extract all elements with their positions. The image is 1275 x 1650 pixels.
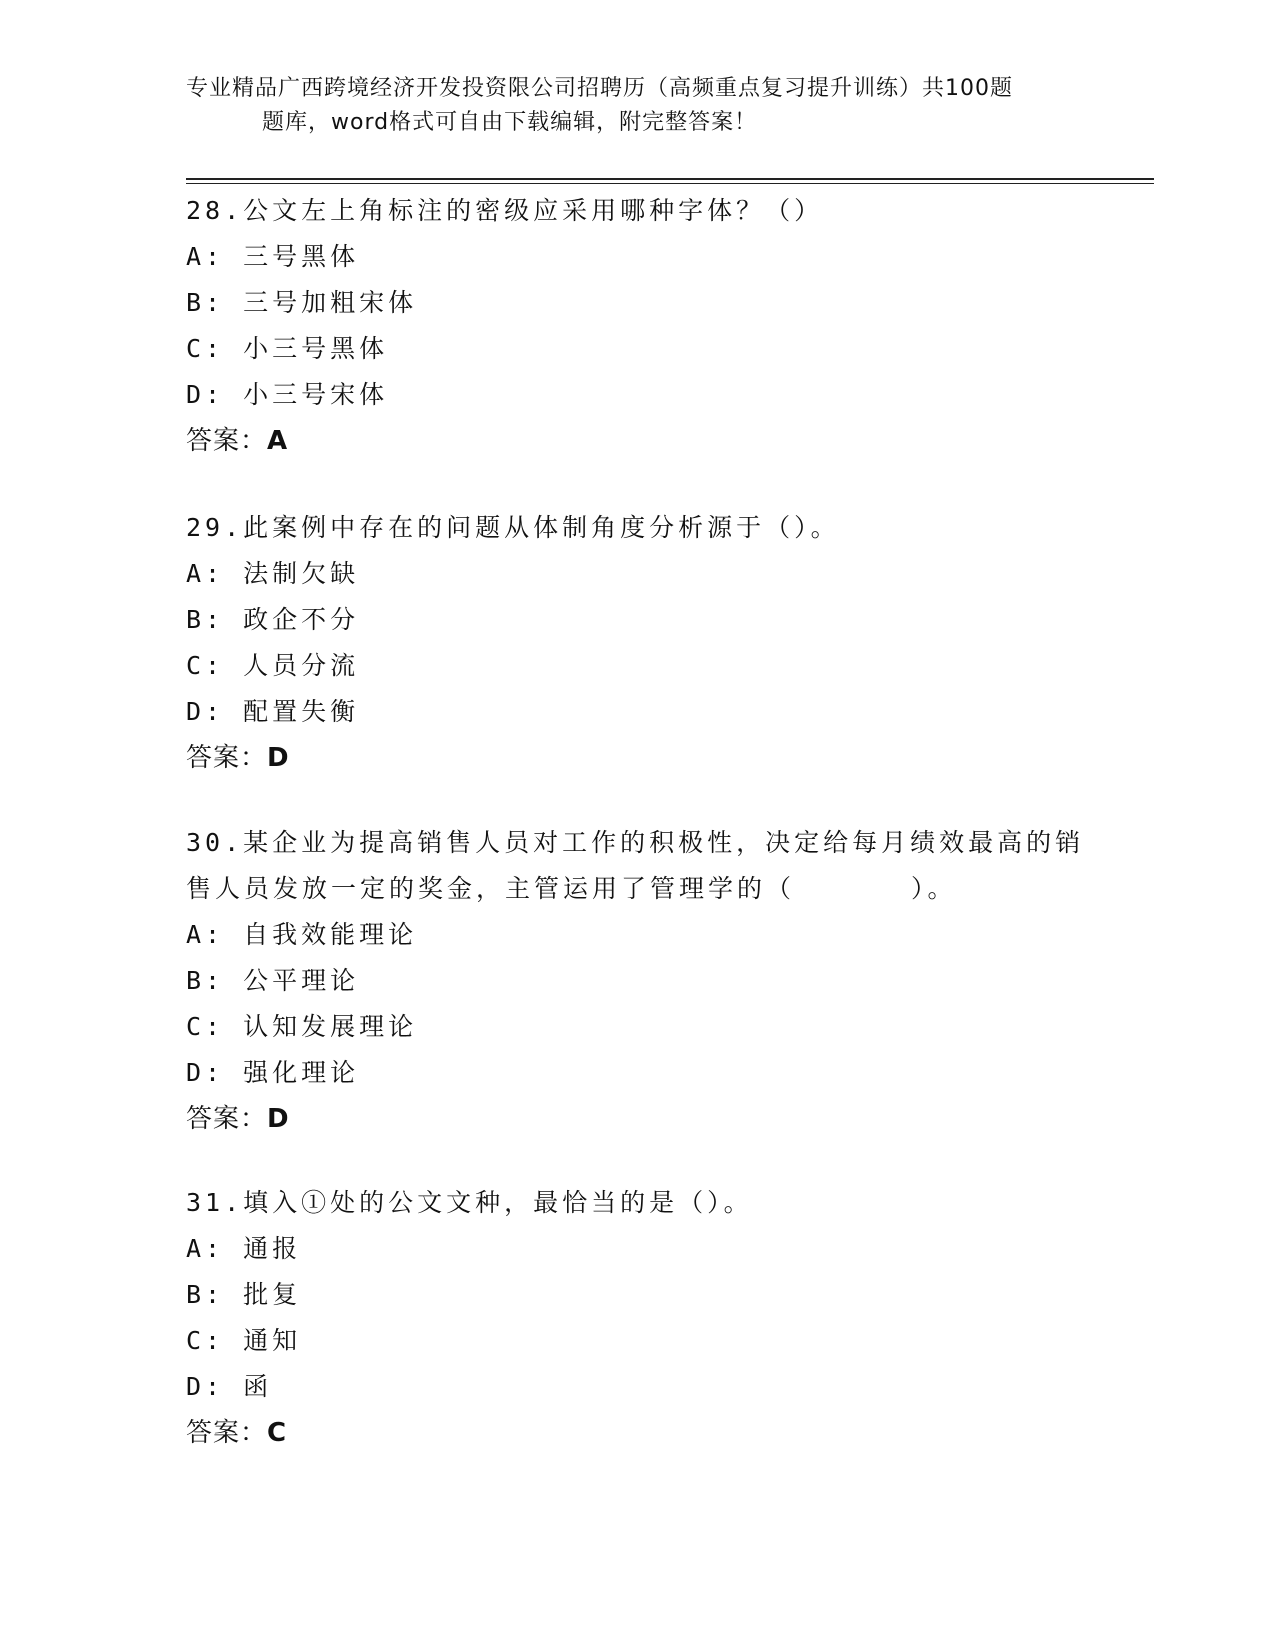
answer-line xyxy=(186,1096,1086,1142)
question-stem: 28.公文左上角标注的密级应采用哪种字体？（） xyxy=(186,196,824,225)
answer-line xyxy=(186,418,1086,464)
header-divider-thin xyxy=(186,183,1154,184)
question-stem: 31.填入①处的公文文种，最恰当的是（）。 xyxy=(186,1188,753,1217)
answer-value: D xyxy=(267,743,290,773)
option-d: D: 小三号宋体 xyxy=(186,380,389,409)
option-c: C: 人员分流 xyxy=(186,651,360,680)
answer-value: C xyxy=(267,1418,288,1448)
answer-label: 答案： xyxy=(186,1418,268,1448)
option-c: C: 小三号黑体 xyxy=(186,334,389,363)
answer-label: 答案： xyxy=(186,743,268,773)
header-title-line-1: 专业精品广西跨境经济开发投资限公司招聘历（高频重点复习提升训练）共100题 xyxy=(186,76,1013,101)
header-title-line-2: 题库，word格式可自由下载编辑，附完整答案！ xyxy=(262,110,758,135)
document-header xyxy=(186,72,1086,140)
option-b: B: 三号加粗宋体 xyxy=(186,288,418,317)
option-d: D: 配置失衡 xyxy=(186,697,360,726)
option-b: B: 政企不分 xyxy=(186,605,360,634)
option-d: D: 函 xyxy=(186,1372,273,1401)
answer-value: D xyxy=(267,1104,290,1134)
question-stem-line-1: 30.某企业为提高销售人员对工作的积极性，决定给每月绩效最高的销 xyxy=(186,828,1085,857)
question-30 xyxy=(186,820,1086,1142)
option-c: C: 认知发展理论 xyxy=(186,1012,418,1041)
option-a: A: 三号黑体 xyxy=(186,242,360,271)
answer-value: A xyxy=(267,426,289,456)
answer-line xyxy=(186,1410,1086,1456)
header-divider-thick xyxy=(186,178,1154,180)
answer-label: 答案： xyxy=(186,426,268,456)
question-stem: 29.此案例中存在的问题从体制角度分析源于（）。 xyxy=(186,513,840,542)
option-b: B: 批复 xyxy=(186,1280,302,1309)
option-a: A: 通报 xyxy=(186,1234,302,1263)
option-a: A: 自我效能理论 xyxy=(186,920,418,949)
question-31 xyxy=(186,1180,1086,1456)
option-d: D: 强化理论 xyxy=(186,1058,360,1087)
answer-label: 答案： xyxy=(186,1104,268,1134)
option-a: A: 法制欠缺 xyxy=(186,559,360,588)
answer-line xyxy=(186,735,1086,781)
option-b: B: 公平理论 xyxy=(186,966,360,995)
question-stem-line-2: 售人员发放一定的奖金，主管运用了管理学的（ ）。 xyxy=(186,874,957,903)
question-28 xyxy=(186,188,1086,464)
question-29 xyxy=(186,505,1086,781)
option-c: C: 通知 xyxy=(186,1326,302,1355)
